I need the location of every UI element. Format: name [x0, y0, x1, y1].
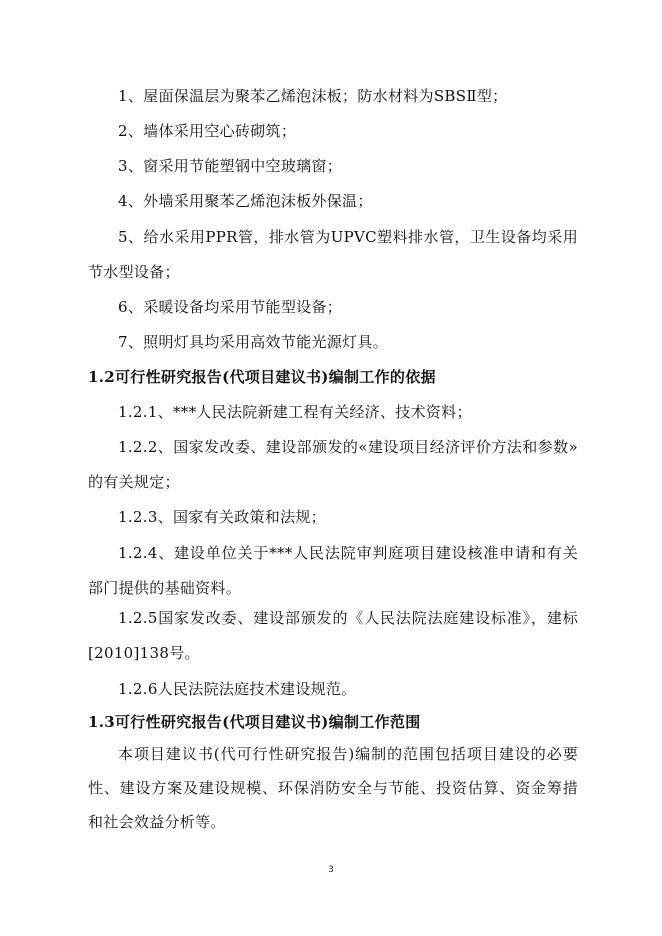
basis-item-1-2-2: 1.2.2、国家发改委、建设部颁发的«建设项目经济评价方法和参数» — [118, 438, 578, 456]
basis-item-1-2-3: 1.2.3、国家有关政策和法规； — [118, 508, 326, 526]
section-heading-1-3: 1.3可行性研究报告(代项目建议书)编制工作范围 — [88, 713, 421, 731]
page-number: 3 — [328, 865, 334, 875]
design-item-5: 5、给水采用PPR管，排水管为UPVC塑料排水管，卫生设备均采用 — [118, 228, 578, 246]
design-item-1: 1、屋面保温层为聚苯乙烯泡沫板；防水材料为SBSⅡ型； — [118, 87, 508, 105]
design-item-2: 2、墙体采用空心砖砌筑； — [118, 122, 297, 140]
basis-item-1-2-4-continued: 部门提供的基础资料。 — [88, 579, 242, 597]
basis-item-1-2-4: 1.2.4、建设单位关于***人民法院审判庭项目建设核准申请和有关 — [118, 544, 578, 562]
design-item-6: 6、采暖设备均采用节能型设备； — [118, 298, 343, 316]
basis-item-1-2-2-continued: 的有关规定； — [88, 473, 180, 491]
basis-item-1-2-6: 1.2.6人民法院法庭技术建设规范。 — [118, 680, 357, 698]
section-heading-1-2: 1.2可行性研究报告(代项目建议书)编制工作的依据 — [88, 368, 436, 386]
design-item-7: 7、照明灯具均采用高效节能光源灯具。 — [118, 333, 388, 351]
design-item-3: 3、窗采用节能塑钢中空玻璃窗； — [118, 157, 343, 175]
scope-paragraph-line-2: 性、建设方案及建设规模、环保消防安全与节能、投资估算、资金筹措 — [88, 779, 578, 797]
design-item-5-continued: 节水型设备； — [88, 263, 180, 281]
basis-item-1-2-5-continued: [2010]138号。 — [88, 644, 200, 662]
design-item-4: 4、外墙采用聚苯乙烯泡沫板外保温； — [118, 192, 373, 210]
scope-paragraph-line-3: 和社会效益分析等。 — [88, 813, 226, 831]
basis-item-1-2-1: 1.2.1、***人民法院新建工程有关经济、技术资料； — [118, 403, 472, 421]
basis-item-1-2-5: 1.2.5国家发改委、建设部颁发的《人民法院法庭建设标准》，建标 — [118, 609, 578, 627]
scope-paragraph-line-1: 本项目建议书(代可行性研究报告)编制的范围包括项目建设的必要 — [118, 745, 578, 763]
